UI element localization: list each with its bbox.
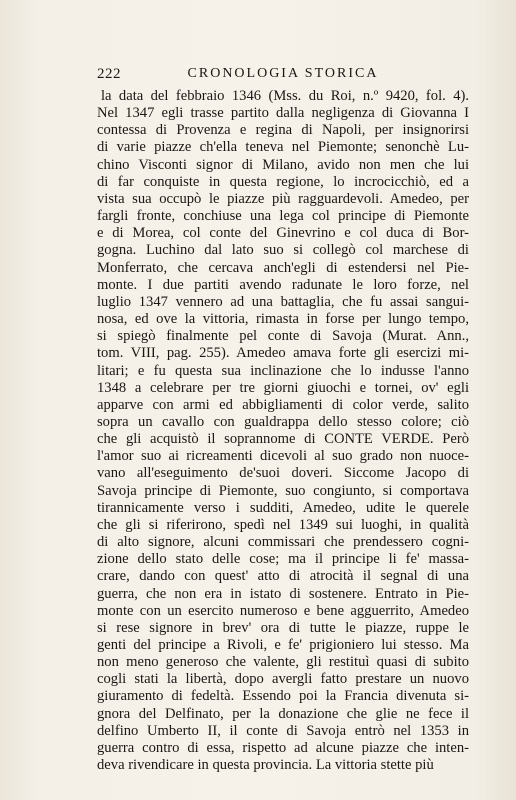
text-line: guerra contro di essa, rispetto ad alcune piazze che inten- (97, 739, 469, 756)
text-line: tirannicamente verso i sudditi, Amedeo, udite le querele (97, 499, 469, 516)
text-line: Savoja principe di Piemonte, suo congiunto, si comportava (97, 482, 469, 499)
text-line: di varie piazze ch'ella teneva nel Piemonte; senonchè Lu- (97, 139, 469, 156)
text-line: la data del febbraio 1346 (Mss. du Roi, n.º 9420, fol. 4). (101, 88, 469, 104)
text-line: che gli si riferirono, spedì nel 1349 sui luoghi, in qualità (97, 516, 469, 533)
text-line: Monferrato, che cercava anch'egli di estendersi nel Pie- (97, 259, 469, 276)
body-text (97, 88, 469, 774)
text-line: chino Visconti signor di Milano, avido non men che lui (97, 156, 469, 173)
text-line: monte. I due partiti avendo radunate le loro forze, nel (97, 276, 469, 293)
text-line: giuramento di fedeltà. Essendo poi la Francia divenuta si- (97, 688, 469, 705)
text-line: litari; e fu questa sua inclinazione che lo indusse l'anno (97, 362, 469, 379)
text-line: delfino Umberto II, il conte di Savoja entrò nel 1353 in (97, 722, 469, 739)
text-line: vano all'eseguimento de'suoi doveri. Siccome Jacopo di (97, 465, 469, 482)
text-line: si rese signore in brev' ora di tutte le piazze, ruppe le (97, 619, 469, 636)
text-line: e di Morea, col conte del Ginevrino e col duca di Bor- (97, 225, 469, 242)
text-line: che gli acquistò il soprannome di CONTE VERDE. Però (97, 431, 469, 448)
page-number: 222 (97, 66, 121, 82)
text-line: cogli stati la libertà, dopo avergli fatto prestare un nuovo (97, 671, 469, 688)
page-header (97, 66, 469, 86)
text-line: tom. VIII, pag. 255). Amedeo amava forte gli esercizi mi- (97, 345, 469, 362)
text-line: apparve con armi ed abbigliamenti di color verde, salito (97, 396, 469, 413)
text-line: sopra un cavallo con gualdrappa dello stesso colore; ciò (97, 413, 469, 430)
text-line: 1348 a celebrare per tre giorni giuochi e tornei, ov' egli (97, 379, 469, 396)
text-line: l'amor suo ai ricreamenti dicevoli al suo grado non nuoce- (97, 448, 469, 465)
text-line: gnora del Delfinato, per la donazione che glie ne fece il (97, 705, 469, 722)
text-line: non meno generoso che valente, gli restituì quasi di subito (97, 654, 469, 671)
text-line: fargli fronte, conchiuse una lega col principe di Piemonte (97, 208, 469, 225)
text-line: Nel 1347 egli trasse partito dalla negligenza di Giovanna I (97, 105, 469, 122)
text-line: luglio 1347 vennero ad una battaglia, che fu assai sangui- (97, 293, 469, 310)
text-line: genti del principe a Rivoli, e fe' prigioniero lui stesso. Ma (97, 637, 469, 653)
text-line: guerra, che non era in istato di sostenere. Entrato in Pie- (97, 585, 469, 602)
text-line: contessa di Provenza e regina di Napoli, per insignorirsi (97, 122, 469, 139)
text-line: zione dello stato delle cose; ma il principe li fe' massa- (97, 551, 469, 568)
text-line: si spiegò finalmente pel conte di Savoja (Murat. Ann., (97, 328, 469, 345)
text-line: di alto signore, alcuni commissari che prendessero cogni- (97, 534, 469, 551)
text-line: vista sua occupò le piazze più ragguardevoli. Amedeo, per (97, 190, 469, 207)
text-line: crare, dando con quest' atto di atrocità il segnal di una (97, 568, 469, 585)
text-line: deva rivendicare in questa provincia. La vittoria stette più (97, 757, 434, 774)
text-line: nosa, ed ove la vittoria, rimasta in forse per lungo tempo, (97, 311, 469, 328)
text-line: di far conquiste in questa regione, lo incrocicchiò, ed a (97, 173, 469, 190)
text-line: gogna. Luchino dal lato suo si collegò col marchese di (97, 242, 469, 259)
running-title: CRONOLOGIA STORICA (187, 66, 379, 81)
text-line: monte con un esercito numeroso e bene agguerrito, Amedeo (97, 602, 469, 619)
